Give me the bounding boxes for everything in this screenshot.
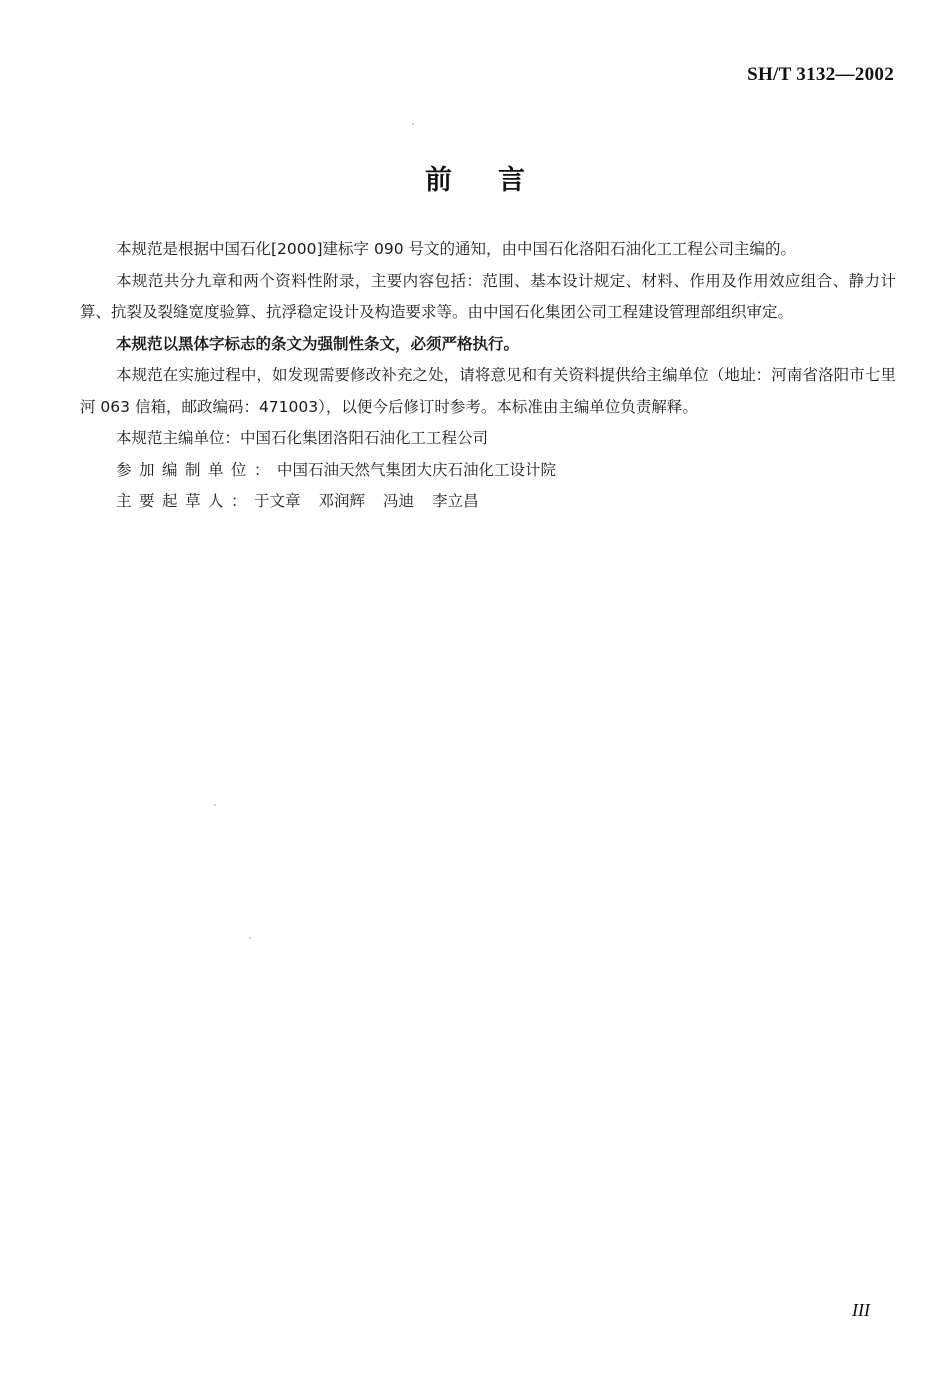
drafters-label: 主要起草人： [116, 492, 255, 510]
drafter-name: 冯迪 [383, 492, 415, 510]
drafter-name: 于文章 [254, 492, 301, 510]
participant-value: 中国石油天然气集团大庆石油化工设计院 [277, 460, 557, 479]
scan-speck [412, 123, 414, 125]
foreword-body [80, 234, 896, 518]
drafters-line [80, 486, 896, 518]
page-number: III [852, 1300, 870, 1320]
standard-code: SH/T 3132—2002 [747, 64, 894, 85]
chief-editor-label: 本规范主编单位： [116, 429, 241, 447]
drafter-name: 李立昌 [432, 492, 479, 510]
drafter-name: 邓润辉 [318, 492, 366, 510]
page-title: 前言 [425, 165, 571, 196]
paragraph-contents: 本规范共分九章和两个资料性附录，主要内容包括：范围、基本设计规定、材料、作用及作用效应组合、静力计算、抗裂及裂缝宽度验算、抗浮稳定设计及构造要求等。由中国石化集团公司工程建设管理部组织审定。 [80, 271, 896, 321]
paragraph-mandatory-clauses: 本规范以黑体字标志的条文为强制性条文，必须严格执行。 [116, 334, 520, 353]
paragraph-origin: 本规范是根据中国石化[2000]建标字 090 号文的通知，由中国石化洛阳石油化工工程公司主编的。 [116, 240, 796, 258]
paragraph-feedback: 本规范在实施过程中，如发现需要修改补充之处，请将意见和有关资料提供给主编单位（地址：河南省洛阳市七里河 063 信箱，邮政编码：471003），以便今后修订时参考。本标准由主编单位负责解释。 [80, 366, 896, 416]
scan-speck [249, 937, 251, 939]
scan-speck [214, 804, 216, 806]
participant-label: 参加编制单位： [116, 460, 278, 479]
participant-line [80, 455, 896, 487]
chief-editor-value: 中国石化集团洛阳石油化工工程公司 [240, 429, 489, 447]
chief-editor-line [80, 423, 896, 455]
